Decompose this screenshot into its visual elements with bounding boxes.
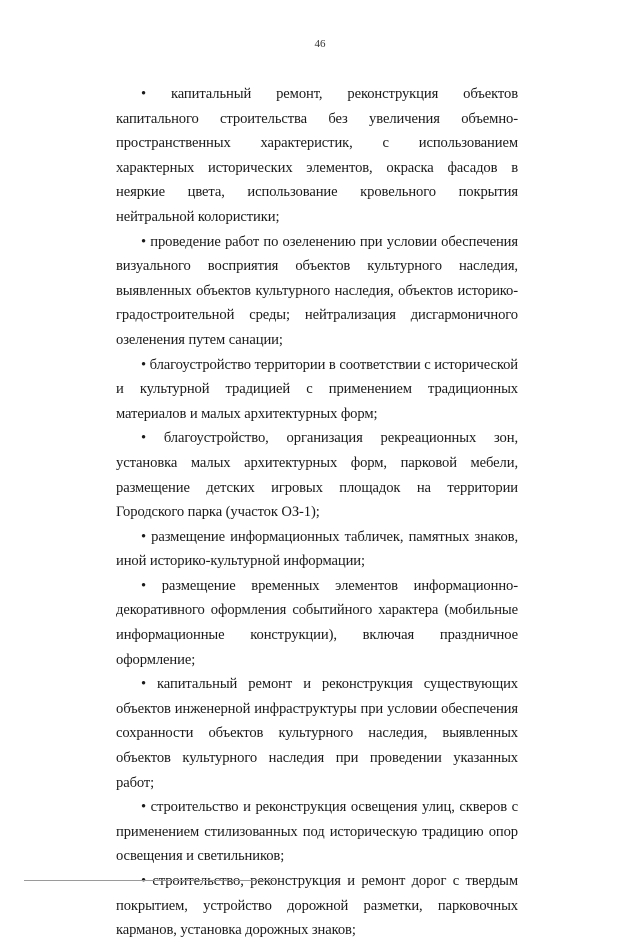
list-item: • капитальный ремонт, реконструкция объектов капитального строительства без увеличения объемно-пространственных характеристик, с использованием характерных исторических элементов, окраска фасадов в неяркие цвета, использование кровельного покрытия нейтральной колористики; <box>116 86 518 225</box>
page-number: 46 <box>314 38 326 50</box>
list-item: • благоустройство территории в соответствии с исторической и культурной традицией с применением традиционных материалов и малых архитектурных форм; <box>116 356 518 422</box>
list-item: • размещение временных элементов информационно-декоративного оформления событийного характера (мобильные информационные конструкции), включая праздничное оформление; <box>116 577 518 668</box>
list-item: • размещение информационных табличек, памятных знаков, иной историко-культурной информации; <box>116 528 518 570</box>
list-item: • строительство, реконструкция и ремонт дорог с твердым покрытием, устройство дорожной разметки, парковочных карманов, установка дорожных знаков; <box>116 873 518 939</box>
list-item: • проведение работ по озеленению при условии обеспечения визуального восприятия объектов культурного наследия, выявленных объектов культурного наследия, объектов историко-градостроительной среды; нейтрализация дисгармоничного озеленения путем санации; <box>116 233 518 348</box>
document-body <box>116 82 518 943</box>
list-item: • капитальный ремонт и реконструкция существующих объектов инженерной инфраструктуры при условии обеспечения сохранности объектов культурного наследия, выявленных объектов культурного наследия при проведении указанных работ; <box>116 676 518 791</box>
list-item: • строительство и реконструкция освещения улиц, скверов с применением стилизованных под историческую традицию опор освещения и светильников; <box>116 799 518 865</box>
scan-edge-line <box>24 880 274 881</box>
list-item: • благоустройство, организация рекреационных зон, установка малых архитектурных форм, парковой мебели, размещение детских игровых площадок на территории Городского парка (участок ОЗ-1); <box>116 430 518 521</box>
